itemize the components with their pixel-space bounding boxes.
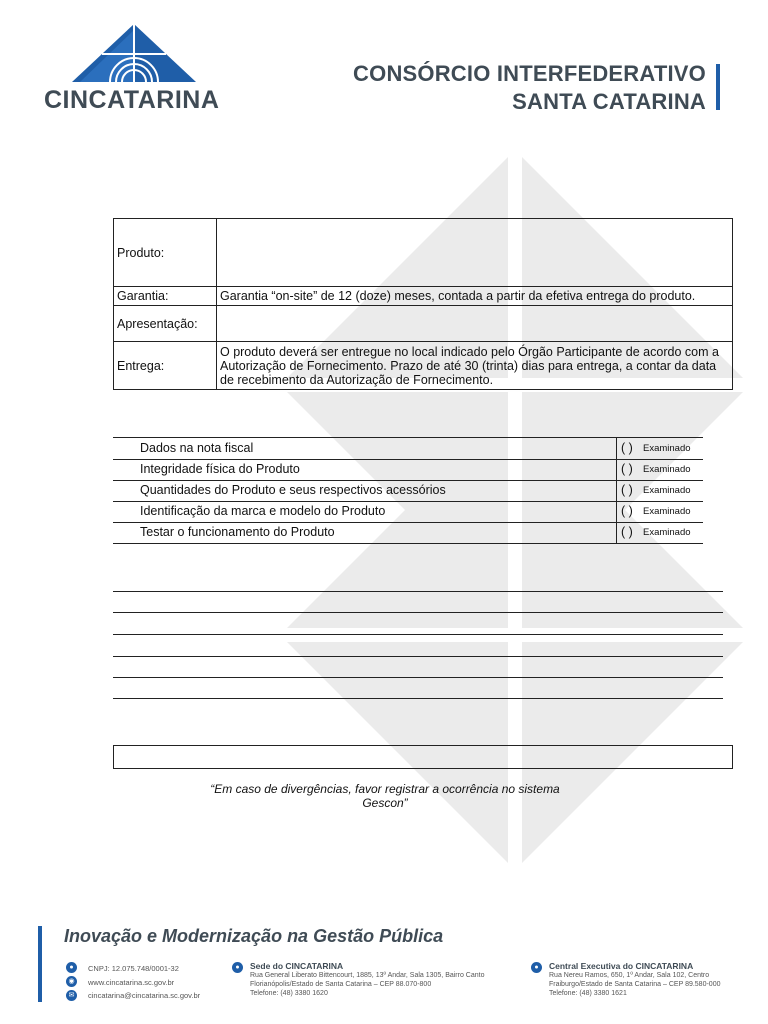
- row-label: Produto:: [114, 219, 217, 287]
- row-value: Garantia “on-site” de 12 (doze) meses, contada a partir da efetiva entrega do produto.: [217, 287, 733, 306]
- sede-location-icon: ●: [232, 962, 243, 973]
- checklist-label: Testar o funcionamento do Produto: [140, 525, 335, 539]
- checklist-label: Identificação da marca e modelo do Produto: [140, 504, 386, 518]
- sede-address: [250, 962, 510, 998]
- check-box[interactable]: ( ): [621, 504, 633, 518]
- sede-line2: Florianópolis/Estado de Santa Catarina – CEP 88.070-800: [250, 981, 432, 988]
- product-info-table: [113, 218, 733, 390]
- divider: [616, 522, 617, 543]
- writing-line[interactable]: [113, 656, 723, 657]
- table-row: [114, 219, 733, 287]
- sede-line3: Telefone: (48) 3380 1620: [250, 990, 328, 997]
- writing-line[interactable]: [113, 677, 723, 678]
- checklist-row: [113, 480, 703, 502]
- row-value[interactable]: [217, 306, 733, 342]
- footer-tagline: Inovação e Modernização na Gestão Pública: [64, 926, 444, 946]
- row-value: O produto deverá ser entregue no local indicado pelo Órgão Participante de acordo com a Autorização de Fornecimento. Prazo de até 30 (trinta) dias para entrega, a contar da data de recebimento da Autorização de Fornecimento.: [217, 342, 733, 390]
- divider: [616, 480, 617, 501]
- central-location-icon: ●: [531, 962, 542, 973]
- globe-icon: ◉: [66, 976, 77, 987]
- logo-text: CINCATARINA: [44, 86, 220, 114]
- checklist-status: Examinado: [643, 485, 691, 496]
- checklist-label: Dados na nota fiscal: [140, 441, 254, 455]
- checklist-row: [113, 459, 703, 481]
- checklist-row: [113, 437, 703, 460]
- writing-line[interactable]: [113, 591, 723, 592]
- checklist-row: [113, 501, 703, 523]
- footer-accent-bar: [38, 926, 42, 1002]
- email-link[interactable]: cincatarina@cincatarina.sc.gov.br: [88, 991, 201, 1000]
- checklist-status: Examinado: [643, 506, 691, 517]
- central-address: [549, 962, 749, 998]
- row-label: Entrega:: [114, 342, 217, 390]
- row-label: Garantia:: [114, 287, 217, 306]
- org-title-line1: CONSÓRCIO INTERFEDERATIVO: [353, 61, 706, 86]
- central-title: Central Executiva do CINCATARINA: [549, 961, 694, 971]
- sede-line1: Rua General Liberato Bittencourt, 1885, 13º Andar, Sala 1305, Bairro Canto: [250, 972, 485, 979]
- checklist-status: Examinado: [643, 464, 691, 475]
- table-row: [114, 287, 733, 306]
- check-box[interactable]: ( ): [621, 483, 633, 497]
- divider: [616, 459, 617, 480]
- location-icon: ●: [66, 962, 77, 973]
- title-accent-bar: [716, 64, 720, 110]
- checklist-status: Examinado: [643, 443, 691, 454]
- writing-line[interactable]: [113, 634, 723, 635]
- writing-line[interactable]: [113, 698, 723, 699]
- cincatarina-logo-icon: [72, 24, 196, 86]
- org-title-line2: SANTA CATARINA: [512, 89, 706, 114]
- divergence-note: “Em caso de divergências, favor registrar a ocorrência no sistema Gescon”: [210, 782, 560, 810]
- row-label: Apresentação:: [114, 306, 217, 342]
- central-line2: Fraiburgo/Estado de Santa Catarina – CEP 89.580-000: [549, 981, 721, 988]
- row-value[interactable]: [217, 219, 733, 287]
- table-row: [114, 306, 733, 342]
- divider: [616, 438, 617, 459]
- table-row: [114, 342, 733, 390]
- checklist-status: Examinado: [643, 527, 691, 538]
- sede-title: Sede do CINCATARINA: [250, 961, 344, 971]
- organization-title: [353, 60, 706, 116]
- empty-field-box[interactable]: [113, 745, 733, 769]
- checklist-label: Quantidades do Produto e seus respectivos acessórios: [140, 483, 446, 497]
- central-line3: Telefone: (48) 3380 1621: [549, 990, 627, 997]
- check-box[interactable]: ( ): [621, 462, 633, 476]
- checklist-row: [113, 522, 703, 544]
- writing-line[interactable]: [113, 612, 723, 613]
- central-line1: Rua Nereu Ramos, 650, 1º Andar, Sala 102, Centro: [549, 972, 710, 979]
- divider: [616, 501, 617, 522]
- checklist-label: Integridade física do Produto: [140, 462, 300, 476]
- check-box[interactable]: ( ): [621, 441, 633, 455]
- check-box[interactable]: ( ): [621, 525, 633, 539]
- mail-icon: ✉: [66, 990, 77, 1001]
- cnpj-text: CNPJ: 12.075.748/0001-32: [88, 964, 179, 973]
- website-link[interactable]: www.cincatarina.sc.gov.br: [88, 978, 175, 987]
